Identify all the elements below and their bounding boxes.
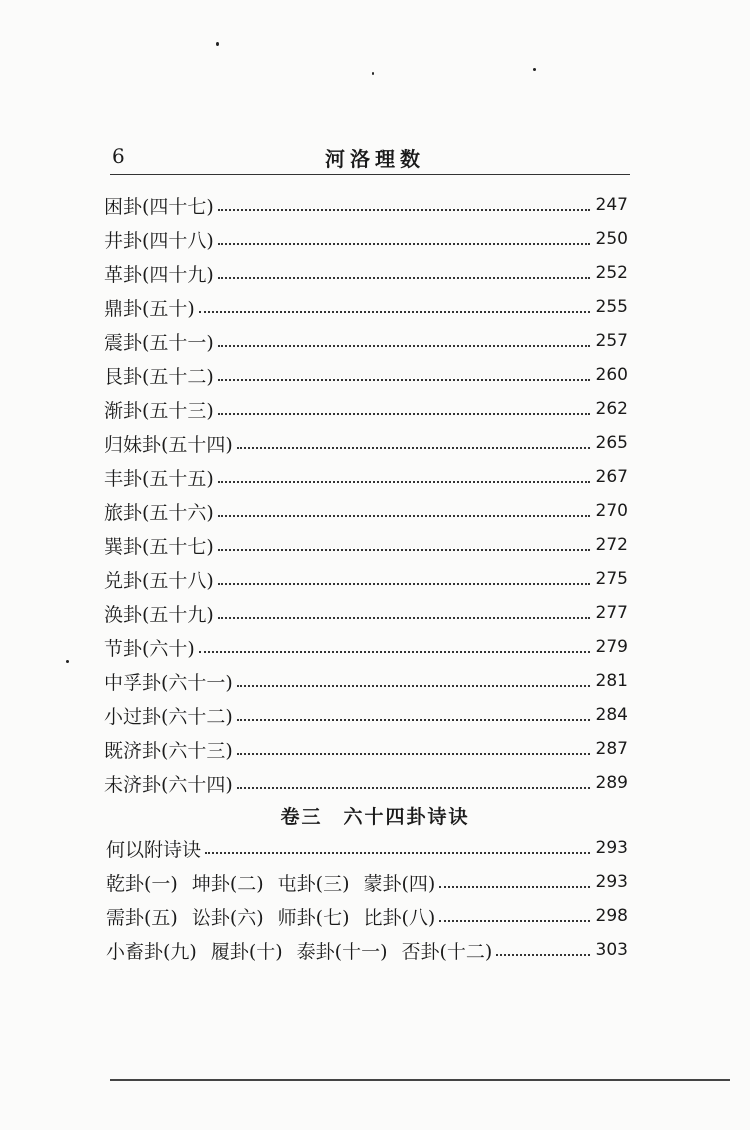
toc-entry-label: 巽卦(五十七)	[104, 535, 214, 558]
toc-entry-page: 250	[595, 229, 628, 249]
toc-entry-label: 需卦(五)	[106, 906, 178, 929]
toc-entry	[104, 732, 628, 766]
toc-entry	[104, 358, 628, 392]
header-rule	[110, 174, 630, 175]
toc-entry-label: 渐卦(五十三)	[104, 399, 214, 422]
toc-entry-label: 艮卦(五十二)	[104, 365, 214, 388]
toc-entry-labels	[106, 937, 492, 964]
toc-entry-label: 涣卦(五十九)	[104, 603, 214, 626]
toc-entry-page: 255	[595, 297, 628, 317]
toc-entry-page: 279	[595, 637, 628, 657]
toc-entry-label: 小过卦(六十二)	[104, 705, 233, 728]
toc-entry	[104, 528, 628, 562]
toc-entry-label: 未济卦(六十四)	[104, 773, 233, 796]
toc-entry	[104, 222, 628, 256]
dot-leader	[218, 403, 590, 415]
toc-list	[104, 188, 628, 800]
dot-leader	[199, 641, 590, 653]
toc-entry-label: 困卦(四十七)	[104, 195, 214, 218]
section-heading: 卷三 六十四卦诗诀	[280, 806, 470, 828]
dot-leader	[237, 709, 590, 721]
toc-entry	[104, 630, 628, 664]
toc-entry-label: 旅卦(五十六)	[104, 501, 214, 524]
dot-leader	[218, 573, 590, 585]
dot-leader	[218, 539, 590, 551]
toc-entry	[104, 460, 628, 494]
scan-speck	[372, 72, 374, 75]
scan-speck	[533, 68, 536, 71]
dot-leader	[218, 607, 590, 619]
toc-entry-page: 284	[595, 705, 628, 725]
running-title: 河洛理数	[325, 147, 425, 171]
toc-entry	[104, 664, 628, 698]
toc-entry	[104, 766, 628, 800]
dot-leader	[218, 267, 590, 279]
toc-entry-page: 270	[595, 501, 628, 521]
dot-leader	[199, 301, 590, 313]
toc-entry-label: 屯卦(三)	[277, 872, 350, 895]
toc-entry-labels	[106, 835, 201, 862]
toc-entry-label: 小畜卦(九)	[106, 940, 197, 963]
toc-entry-label: 否卦(十二)	[401, 940, 493, 963]
scan-speck	[66, 660, 69, 663]
toc-entry-page: 247	[595, 195, 628, 215]
dot-leader	[237, 777, 590, 789]
toc-entry-label: 归妹卦(五十四)	[104, 433, 233, 456]
toc-entry-label: 井卦(四十八)	[104, 229, 214, 252]
toc-entry-page: 293	[595, 838, 628, 858]
toc-entry-page: 262	[595, 399, 628, 419]
toc-entry-label: 丰卦(五十五)	[104, 467, 214, 490]
toc-entry-label: 履卦(十)	[210, 940, 283, 963]
toc-list-section3	[106, 831, 628, 967]
toc-entry-page: 281	[595, 671, 628, 691]
toc-entry	[104, 562, 628, 596]
toc-entry-page: 252	[595, 263, 628, 283]
dot-leader	[237, 743, 590, 755]
toc-entry-label: 比卦(八)	[363, 906, 436, 929]
toc-entry-label: 师卦(七)	[277, 906, 350, 929]
toc-entry-label: 讼卦(六)	[191, 906, 264, 929]
dot-leader	[439, 910, 589, 922]
toc-entry	[104, 698, 628, 732]
dot-leader	[496, 944, 589, 956]
toc-entry	[104, 324, 628, 358]
toc-entry-page: 298	[595, 906, 628, 926]
dot-leader	[218, 471, 590, 483]
toc-entry-label: 坤卦(二)	[191, 872, 264, 895]
toc-entry	[104, 596, 628, 630]
toc-entry-labels	[106, 903, 435, 930]
toc-entry	[106, 865, 628, 899]
dot-leader	[218, 505, 590, 517]
toc-entry-label: 既济卦(六十三)	[104, 739, 233, 762]
dot-leader	[218, 369, 590, 381]
toc-entry	[104, 426, 628, 460]
toc-entry-page: 257	[595, 331, 628, 351]
toc-entry-label: 蒙卦(四)	[363, 872, 436, 895]
dot-leader	[205, 842, 590, 854]
toc-entry	[104, 256, 628, 290]
toc-entry	[104, 188, 628, 222]
dot-leader	[439, 876, 589, 888]
toc-entry-label: 兑卦(五十八)	[104, 569, 214, 592]
toc-entry-label: 乾卦(一)	[106, 872, 178, 895]
footer-rule	[110, 1079, 730, 1081]
toc-entry-page: 293	[595, 872, 628, 892]
toc-entry	[104, 494, 628, 528]
toc-entry	[106, 933, 628, 967]
toc-entry-page: 289	[595, 773, 628, 793]
dot-leader	[218, 335, 590, 347]
toc-entry-label: 中孚卦(六十一)	[104, 671, 233, 694]
page-number: 6	[112, 144, 125, 168]
toc-entry	[106, 831, 628, 865]
toc-entry-page: 265	[595, 433, 628, 453]
toc-entry-page: 287	[595, 739, 628, 759]
dot-leader	[237, 675, 590, 687]
toc-entry	[106, 899, 628, 933]
toc-entry-labels	[106, 869, 435, 896]
toc-entry-page: 260	[595, 365, 628, 385]
toc-entry-label: 节卦(六十)	[104, 637, 195, 660]
toc-entry-label: 革卦(四十九)	[104, 263, 214, 286]
dot-leader	[218, 199, 590, 211]
toc-entry-label: 泰卦(十一)	[296, 940, 388, 963]
toc-entry-page: 277	[595, 603, 628, 623]
toc-entry	[104, 290, 628, 324]
toc-entry-label: 鼎卦(五十)	[104, 297, 195, 320]
toc-entry-page: 303	[595, 940, 628, 960]
toc-entry-label: 震卦(五十一)	[104, 331, 214, 354]
scan-speck	[216, 42, 219, 46]
toc-entry	[104, 392, 628, 426]
dot-leader	[218, 233, 590, 245]
dot-leader	[237, 437, 590, 449]
toc-entry-page: 272	[595, 535, 628, 555]
toc-entry-page: 267	[595, 467, 628, 487]
toc-entry-label: 何以附诗诀	[106, 838, 202, 861]
toc-entry-page: 275	[595, 569, 628, 589]
